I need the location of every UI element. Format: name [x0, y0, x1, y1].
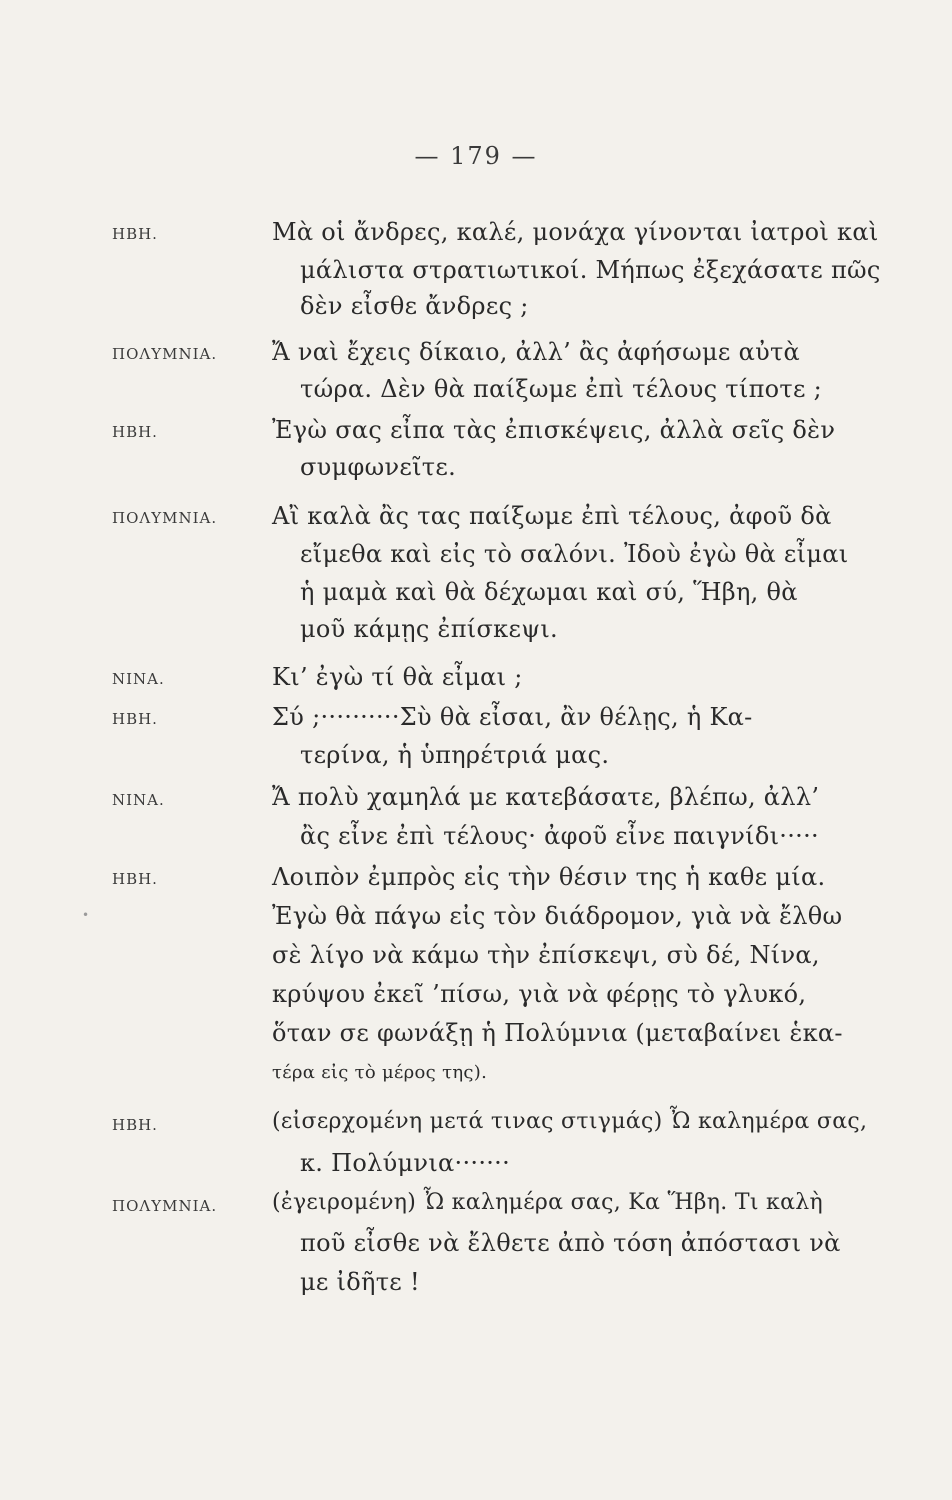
speaker-name: ΠΟΛΥΜΝΙΑ. — [112, 1197, 218, 1215]
dialogue-line: Λοιπὸν ἐμπρὸς εἰς τὴν θέσιν της ἡ καθε μία. — [272, 863, 826, 891]
dialogue-line: συμφωνεῖτε. — [300, 453, 457, 481]
speaker-name: ΠΟΛΥΜΝΙΑ. — [112, 509, 218, 527]
dialogue-line: Ἐγὼ θὰ πάγω εἰς τὸν διάδρομον, γιὰ νὰ ἔλθω — [272, 902, 843, 930]
dialogue-line: (εἰσερχομένη μετά τινας στιγμάς) Ὦ καλημέρα σας, — [272, 1109, 868, 1134]
speaker-name: ΗΒΗ. — [112, 710, 158, 728]
dialogue-line: τώρα. Δὲν θὰ παίξωμε ἐπὶ τέλους τίποτε ; — [300, 375, 823, 403]
dialogue-line: Κι’ ἐγὼ τί θὰ εἶμαι ; — [272, 663, 523, 691]
dialogue-line: Μὰ οἱ ἄνδρες, καλέ, μονάχα γίνονται ἰατροὶ καὶ — [272, 218, 879, 246]
dialogue-line: τέρα εἰς τὸ μέρος της). — [272, 1062, 488, 1083]
dialogue-line: Σύ ;··········Σὺ θὰ εἶσαι, ἂν θέλῃς, ἡ Κα- — [272, 703, 753, 731]
dialogue-line: ὅταν σε φωνάξῃ ἡ Πολύμνια (μεταβαίνει ἑκα- — [272, 1019, 843, 1047]
dialogue-line: Ἄ ναὶ ἔχεις δίκαιο, ἀλλ’ ἂς ἀφήσωμε αὐτὰ — [272, 338, 801, 366]
dialogue-line: μάλιστα στρατιωτικοί. Μήπως ἐξεχάσατε πῶς — [300, 256, 881, 284]
dialogue-line: κ. Πολύμνια······· — [300, 1149, 511, 1177]
paper-speck: • — [82, 908, 90, 922]
speaker-name: ΝΙΝΑ. — [112, 670, 165, 688]
speaker-name: ΗΒΗ. — [112, 1116, 158, 1134]
page-number: — 179 — — [414, 142, 538, 170]
dialogue-line: Αἲ καλὰ ἂς τας παίξωμε ἐπὶ τέλους, ἀφοῦ δὰ — [272, 502, 832, 530]
dialogue-line: τερίνα, ἡ ὑπηρέτριά μας. — [300, 741, 610, 769]
speaker-name: ΗΒΗ. — [112, 423, 158, 441]
dialogue-line: Ἄ πολὺ χαμηλά με κατεβάσατε, βλέπω, ἀλλ’ — [272, 783, 820, 811]
dialogue-line: δὲν εἶσθε ἄνδρες ; — [300, 292, 529, 320]
dialogue-line: ἡ μαμὰ καὶ θὰ δέχωμαι καὶ σύ, Ἥβη, θὰ — [300, 578, 798, 606]
speaker-name: ΠΟΛΥΜΝΙΑ. — [112, 345, 218, 363]
dialogue-line: Ἐγὼ σας εἶπα τὰς ἐπισκέψεις, ἀλλὰ σεῖς δὲν — [272, 416, 836, 444]
speaker-name: ΗΒΗ. — [112, 225, 158, 243]
dialogue-line: σὲ λίγο νὰ κάμω τὴν ἐπίσκεψι, σὺ δέ, Νίνα, — [272, 941, 820, 969]
dialogue-line: ἂς εἶνε ἐπὶ τέλους· ἀφοῦ εἶνε παιγνίδι····· — [300, 822, 819, 850]
dialogue-line: μοῦ κάμῃς ἐπίσκεψι. — [300, 615, 558, 643]
dialogue-line: με ἰδῆτε ! — [300, 1268, 420, 1296]
speaker-name: ΗΒΗ. — [112, 870, 158, 888]
dialogue-line: κρύψου ἐκεῖ ’πίσω, γιὰ νὰ φέρῃς τὸ γλυκό, — [272, 980, 807, 1008]
dialogue-line: (ἐγειρομένη) Ὦ καλημέρα σας, Κα Ἥβη. Τι καλὴ — [272, 1190, 823, 1215]
speaker-name: ΝΙΝΑ. — [112, 791, 165, 809]
dialogue-line: ποῦ εἶσθε νὰ ἔλθετε ἀπὸ τόση ἀπόστασι νὰ — [300, 1229, 841, 1257]
dialogue-line: εἴμεθα καὶ εἰς τὸ σαλόνι. Ἰδοὺ ἐγὼ θὰ εἶμαι — [300, 540, 849, 568]
